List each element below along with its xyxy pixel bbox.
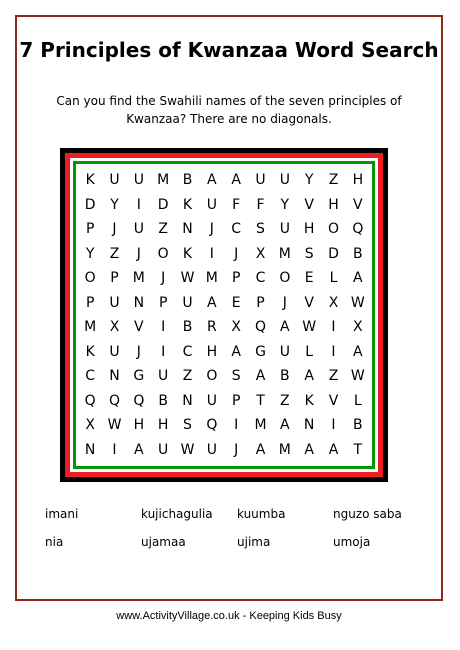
grid-letter[interactable]: O: [157, 245, 169, 262]
grid-letter[interactable]: P: [231, 392, 241, 409]
grid-letter[interactable]: O: [84, 270, 96, 287]
grid-letter[interactable]: C: [182, 343, 193, 360]
grid-letter[interactable]: X: [328, 294, 339, 311]
grid-letter[interactable]: W: [350, 368, 365, 385]
grid-letter[interactable]: I: [209, 245, 214, 262]
grid-letter[interactable]: K: [182, 196, 193, 213]
grid-letter[interactable]: Q: [206, 417, 218, 434]
grid-letter[interactable]: N: [303, 417, 315, 434]
grid-letter[interactable]: Z: [328, 172, 339, 189]
grid-letter[interactable]: J: [112, 221, 117, 238]
grid-letter[interactable]: V: [328, 392, 339, 409]
grid-letter[interactable]: X: [255, 245, 266, 262]
grid-letter[interactable]: O: [327, 221, 339, 238]
puzzle-frame-green: [73, 161, 375, 469]
grid-letter[interactable]: M: [132, 270, 145, 287]
grid-letter[interactable]: Y: [85, 245, 95, 262]
grid-letter[interactable]: U: [279, 221, 290, 238]
grid-letter[interactable]: U: [206, 441, 217, 458]
puzzle-frame-white: [70, 158, 378, 472]
grid-letter[interactable]: N: [182, 221, 193, 238]
grid-letter[interactable]: M: [278, 441, 291, 458]
word-list-item: kuumba: [237, 507, 286, 521]
grid-letter[interactable]: H: [303, 221, 315, 238]
grid-letter[interactable]: N: [182, 392, 193, 409]
grid-letter[interactable]: V: [353, 196, 363, 213]
grid-letter[interactable]: N: [133, 294, 145, 311]
grid-letter[interactable]: Z: [280, 392, 290, 409]
grid-letter[interactable]: Z: [328, 368, 339, 385]
grid-letter[interactable]: G: [255, 343, 266, 360]
grid-letter[interactable]: A: [280, 319, 290, 336]
grid-letter[interactable]: Z: [182, 368, 193, 385]
grid-letter[interactable]: X: [85, 417, 95, 434]
grid-letter[interactable]: I: [161, 343, 166, 360]
grid-letter[interactable]: J: [234, 245, 239, 262]
word-list-item: nia: [45, 535, 64, 549]
grid-letter[interactable]: E: [231, 294, 241, 311]
grid-letter[interactable]: T: [353, 441, 363, 458]
grid-letter[interactable]: U: [109, 343, 120, 360]
grid-letter[interactable]: Y: [110, 196, 119, 213]
grid-letter[interactable]: Q: [352, 221, 364, 238]
grid-letter[interactable]: A: [207, 294, 217, 311]
grid-letter[interactable]: A: [134, 441, 144, 458]
instructions-text: Can you find the Swahili names of the seven principles of Kwanzaa? There are no diagonals.: [56, 94, 402, 126]
grid-letter[interactable]: H: [328, 196, 339, 213]
grid-letter[interactable]: A: [353, 343, 363, 360]
grid-letter[interactable]: H: [157, 417, 169, 434]
grid-letter[interactable]: U: [182, 294, 193, 311]
grid-letter[interactable]: A: [255, 368, 266, 385]
grid-letter[interactable]: P: [231, 270, 241, 287]
grid-letter[interactable]: S: [256, 221, 265, 238]
grid-letter[interactable]: A: [353, 270, 363, 287]
page-title: 7 Principles of Kwanzaa Word Search: [19, 38, 439, 62]
grid-letter[interactable]: L: [305, 343, 314, 360]
word-list-item: imani: [45, 507, 79, 521]
grid-letter[interactable]: A: [304, 368, 314, 385]
puzzle-frame-red: [65, 153, 383, 477]
grid-letter[interactable]: W: [180, 270, 195, 287]
grid-letter[interactable]: F: [232, 196, 241, 213]
grid-letter[interactable]: A: [207, 172, 217, 189]
grid-letter[interactable]: O: [279, 270, 291, 287]
grid-letter[interactable]: D: [157, 196, 169, 213]
grid-letter[interactable]: I: [136, 196, 141, 213]
grid-letter[interactable]: I: [331, 417, 336, 434]
grid-letter[interactable]: L: [353, 392, 362, 409]
grid-letter[interactable]: M: [84, 319, 97, 336]
grid-letter[interactable]: R: [206, 319, 217, 336]
grid-letter[interactable]: B: [158, 392, 168, 409]
word-list: [45, 507, 415, 549]
grid-letter[interactable]: W: [302, 319, 317, 336]
grid-letter[interactable]: M: [205, 270, 218, 287]
grid-letter[interactable]: K: [304, 392, 314, 409]
grid-letter[interactable]: U: [133, 172, 144, 189]
grid-letter[interactable]: W: [350, 294, 365, 311]
grid-letter[interactable]: U: [279, 172, 290, 189]
grid-letter[interactable]: U: [206, 392, 217, 409]
grid-letter[interactable]: W: [107, 417, 122, 434]
grid-letter[interactable]: C: [85, 368, 96, 385]
grid-letter[interactable]: B: [353, 245, 363, 262]
grid-letter[interactable]: Y: [304, 172, 314, 189]
grid-letter[interactable]: P: [256, 294, 265, 311]
grid-letter[interactable]: E: [304, 270, 314, 287]
grid-letter[interactable]: I: [331, 343, 336, 360]
grid-letter[interactable]: K: [182, 245, 193, 262]
grid-letter[interactable]: I: [161, 319, 166, 336]
grid-letter[interactable]: Z: [109, 245, 120, 262]
grid-letter[interactable]: C: [255, 270, 266, 287]
grid-letter[interactable]: U: [206, 196, 217, 213]
grid-letter[interactable]: X: [109, 319, 120, 336]
word-list-item: nguzo saba: [333, 507, 402, 521]
grid-letter[interactable]: C: [231, 221, 242, 238]
grid-letter[interactable]: I: [112, 441, 117, 458]
grid-letter[interactable]: J: [136, 343, 141, 360]
grid-letter[interactable]: U: [279, 343, 290, 360]
grid-letter[interactable]: Q: [84, 392, 96, 409]
grid-letter[interactable]: S: [304, 245, 314, 262]
grid-letter[interactable]: D: [328, 245, 339, 262]
grid-letter[interactable]: K: [85, 343, 95, 360]
grid-letter[interactable]: B: [280, 368, 290, 385]
grid-letter[interactable]: U: [255, 172, 266, 189]
grid-letter[interactable]: Q: [133, 392, 145, 409]
grid-letter[interactable]: Y: [280, 196, 290, 213]
grid-letter[interactable]: V: [304, 196, 314, 213]
grid-letter[interactable]: N: [84, 441, 96, 458]
grid-letter[interactable]: B: [182, 319, 193, 336]
grid-letter[interactable]: T: [256, 392, 265, 409]
grid-letter[interactable]: Z: [158, 221, 168, 238]
grid-letter[interactable]: A: [231, 343, 241, 360]
grid-letter[interactable]: J: [234, 441, 239, 458]
grid-letter[interactable]: A: [304, 441, 314, 458]
grid-letter[interactable]: N: [109, 368, 120, 385]
grid-letter[interactable]: F: [256, 196, 265, 213]
grid-letter[interactable]: P: [85, 294, 95, 311]
word-list-item: ujima: [237, 535, 271, 549]
grid-letter[interactable]: P: [110, 270, 119, 287]
footer-text: www.ActivityVillage.co.uk - Keeping Kids Busy: [116, 610, 342, 622]
grid-letter[interactable]: J: [161, 270, 166, 287]
grid-letter[interactable]: P: [158, 294, 168, 311]
puzzle-frame: [60, 148, 388, 482]
grid-letter[interactable]: A: [231, 172, 241, 189]
grid-letter[interactable]: U: [133, 221, 144, 238]
grid-letter[interactable]: G: [133, 368, 145, 385]
grid-letter[interactable]: J: [136, 245, 141, 262]
grid-letter[interactable]: I: [234, 417, 239, 434]
grid-letter[interactable]: X: [353, 319, 363, 336]
grid-letter[interactable]: U: [158, 368, 169, 385]
grid-letter[interactable]: K: [85, 172, 95, 189]
grid-letter[interactable]: A: [328, 441, 339, 458]
grid-letter[interactable]: O: [206, 368, 218, 385]
grid-letter[interactable]: A: [280, 417, 290, 434]
grid-letter[interactable]: H: [133, 417, 145, 434]
word-list-item: umoja: [333, 535, 371, 549]
grid-letter[interactable]: J: [282, 294, 287, 311]
word-list-item: kujichagulia: [141, 507, 213, 521]
grid-letter[interactable]: V: [304, 294, 314, 311]
grid-letter[interactable]: V: [134, 319, 144, 336]
grid-letter[interactable]: M: [278, 245, 291, 262]
grid-letter[interactable]: B: [182, 172, 193, 189]
grid-letter[interactable]: Q: [254, 319, 266, 336]
grid-letter[interactable]: B: [353, 417, 363, 434]
word-list-item: ujamaa: [141, 535, 186, 549]
grid-letter[interactable]: U: [109, 294, 120, 311]
grid-letter[interactable]: L: [329, 270, 338, 287]
grid-letter[interactable]: X: [231, 319, 241, 336]
grid-letter[interactable]: H: [206, 343, 218, 360]
grid-letter[interactable]: W: [180, 441, 195, 458]
grid-letter[interactable]: I: [331, 319, 336, 336]
grid-letter[interactable]: M: [157, 172, 170, 189]
grid-letter[interactable]: A: [255, 441, 266, 458]
letter-grid: [76, 164, 372, 466]
grid-letter[interactable]: D: [84, 196, 96, 213]
grid-letter[interactable]: S: [183, 417, 192, 434]
grid-letter[interactable]: H: [352, 172, 364, 189]
grid-letter[interactable]: U: [158, 441, 169, 458]
grid-letter[interactable]: M: [254, 417, 267, 434]
grid-letter[interactable]: U: [109, 172, 120, 189]
grid-letter[interactable]: S: [231, 368, 241, 385]
grid-letter[interactable]: Q: [108, 392, 120, 409]
grid-letter[interactable]: J: [209, 221, 214, 238]
grid-letter[interactable]: P: [85, 221, 95, 238]
